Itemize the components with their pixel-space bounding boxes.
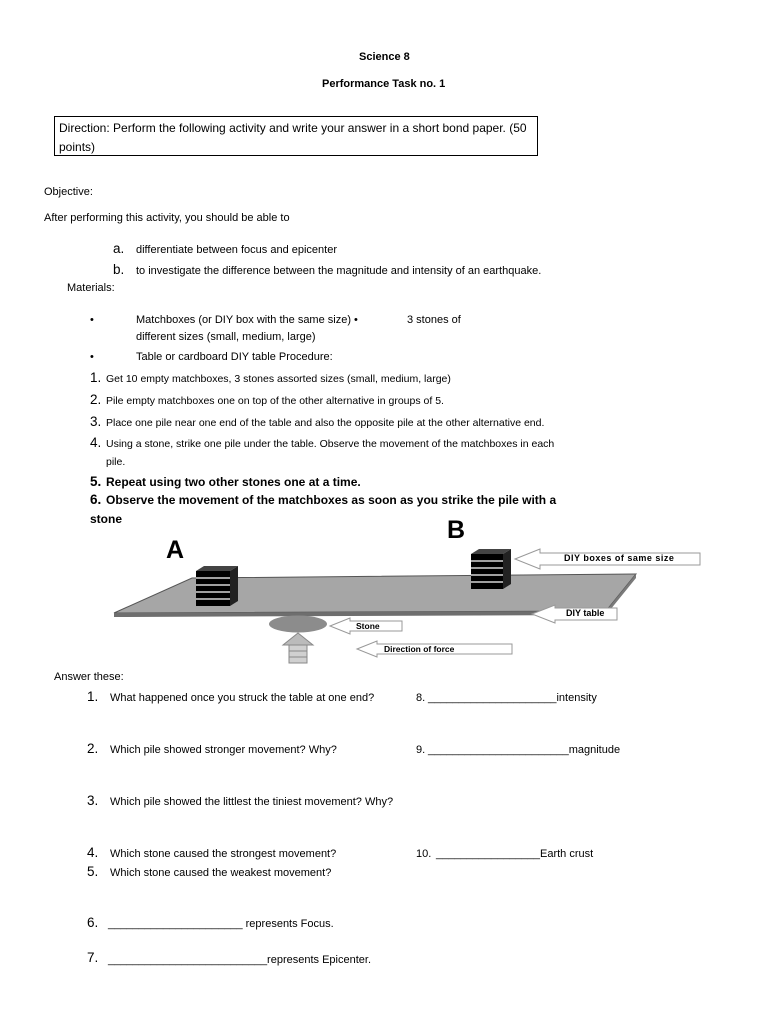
question-num: 2. <box>87 741 99 756</box>
procedure-step: Using a stone, strike one pile under the table. Observe the movement of the matchboxes in each <box>106 438 555 450</box>
question-num: 4. <box>87 845 99 860</box>
pile-label-a: A <box>166 536 185 564</box>
callout-boxes-text: DIY boxes of same size <box>564 553 675 563</box>
right-question-num: 10. <box>416 848 432 860</box>
direction-box: Direction: Perform the following activity and write your answer in a short bond paper. (50 points) <box>54 116 538 156</box>
procedure-step: Observe the movement of the matchboxes as soon as you strike the pile with a <box>106 493 557 507</box>
question-text: Which stone caused the strongest movement? <box>110 848 337 860</box>
objective-intro: After performing this activity, you should be able to <box>44 212 290 224</box>
diy-table <box>114 574 636 613</box>
materials-line-1b: 3 stones of <box>407 314 461 326</box>
task-title: Performance Task no. 1 <box>322 78 446 90</box>
objective-item-b: to investigate the difference between the magnitude and intensity of an earthquake. <box>136 265 542 277</box>
procedure-step: Get 10 empty matchboxes, 3 stones assorted sizes (small, medium, large) <box>106 373 451 385</box>
procedure-num: 3. <box>90 414 102 429</box>
procedure-num: 1. <box>90 370 102 385</box>
question-text: __________________________represents Epicenter. <box>108 954 372 966</box>
question-num: 7. <box>87 950 99 965</box>
materials-line-1c: different sizes (small, medium, large) <box>136 331 316 343</box>
materials-bullet-2: • <box>90 351 94 363</box>
question-num: 3. <box>87 793 99 808</box>
procedure-num: 2. <box>90 392 102 407</box>
objective-item-a: differentiate between focus and epicenter <box>136 244 337 256</box>
pile-label-b: B <box>447 516 466 544</box>
matchbox-pile-a <box>196 566 238 606</box>
question-text: Which pile showed the littlest the tiniest movement? Why? <box>110 796 394 808</box>
procedure-num: 4. <box>90 435 102 450</box>
callout-stone-text: Stone <box>356 621 380 631</box>
right-question-num: 9. <box>416 744 426 756</box>
question-num: 1. <box>87 689 99 704</box>
callout-force-text: Direction of force <box>384 644 455 654</box>
materials-label: Materials: <box>67 282 115 294</box>
question-text: ______________________ represents Focus. <box>108 918 334 930</box>
subject-title: Science 8 <box>359 51 410 63</box>
procedure-step: Repeat using two other stones one at a time. <box>106 475 361 489</box>
procedure-step: Place one pile near one end of the table and also the opposite pile at the other alternative end. <box>106 417 545 429</box>
question-text: Which pile showed stronger movement? Why? <box>110 744 337 756</box>
question-text: What happened once you struck the table at one end? <box>110 692 375 704</box>
matchbox-pile-b <box>471 549 511 589</box>
procedure-step-cont: pile. <box>106 456 126 468</box>
procedure-step-cont: stone <box>90 512 123 526</box>
question-text: Which stone caused the weakest movement? <box>110 867 332 879</box>
materials-bullet-1: • <box>90 314 94 326</box>
right-question-text: _______________________magnitude <box>428 744 621 756</box>
question-num: 6. <box>87 915 99 930</box>
objective-label: Objective: <box>44 186 93 198</box>
materials-line-1a: Matchboxes (or DIY box with the same size) • <box>136 314 358 326</box>
procedure-step: Pile empty matchboxes one on top of the other alternative in groups of 5. <box>106 395 444 407</box>
procedure-num: 5. <box>90 474 102 489</box>
right-question-text: _____________________intensity <box>428 692 597 704</box>
objective-marker-a: a. <box>113 241 125 256</box>
procedure-num: 6. <box>90 492 102 507</box>
answer-label: Answer these: <box>54 671 124 683</box>
question-num: 5. <box>87 864 99 879</box>
force-arrow <box>283 633 313 663</box>
callout-table-text: DIY table <box>566 608 605 618</box>
objective-marker-b: b. <box>113 262 125 277</box>
stone <box>269 616 327 633</box>
materials-line-2: Table or cardboard DIY table Procedure: <box>136 351 333 363</box>
right-question-num: 8. <box>416 692 426 704</box>
right-question-text: _________________Earth crust <box>436 848 594 860</box>
